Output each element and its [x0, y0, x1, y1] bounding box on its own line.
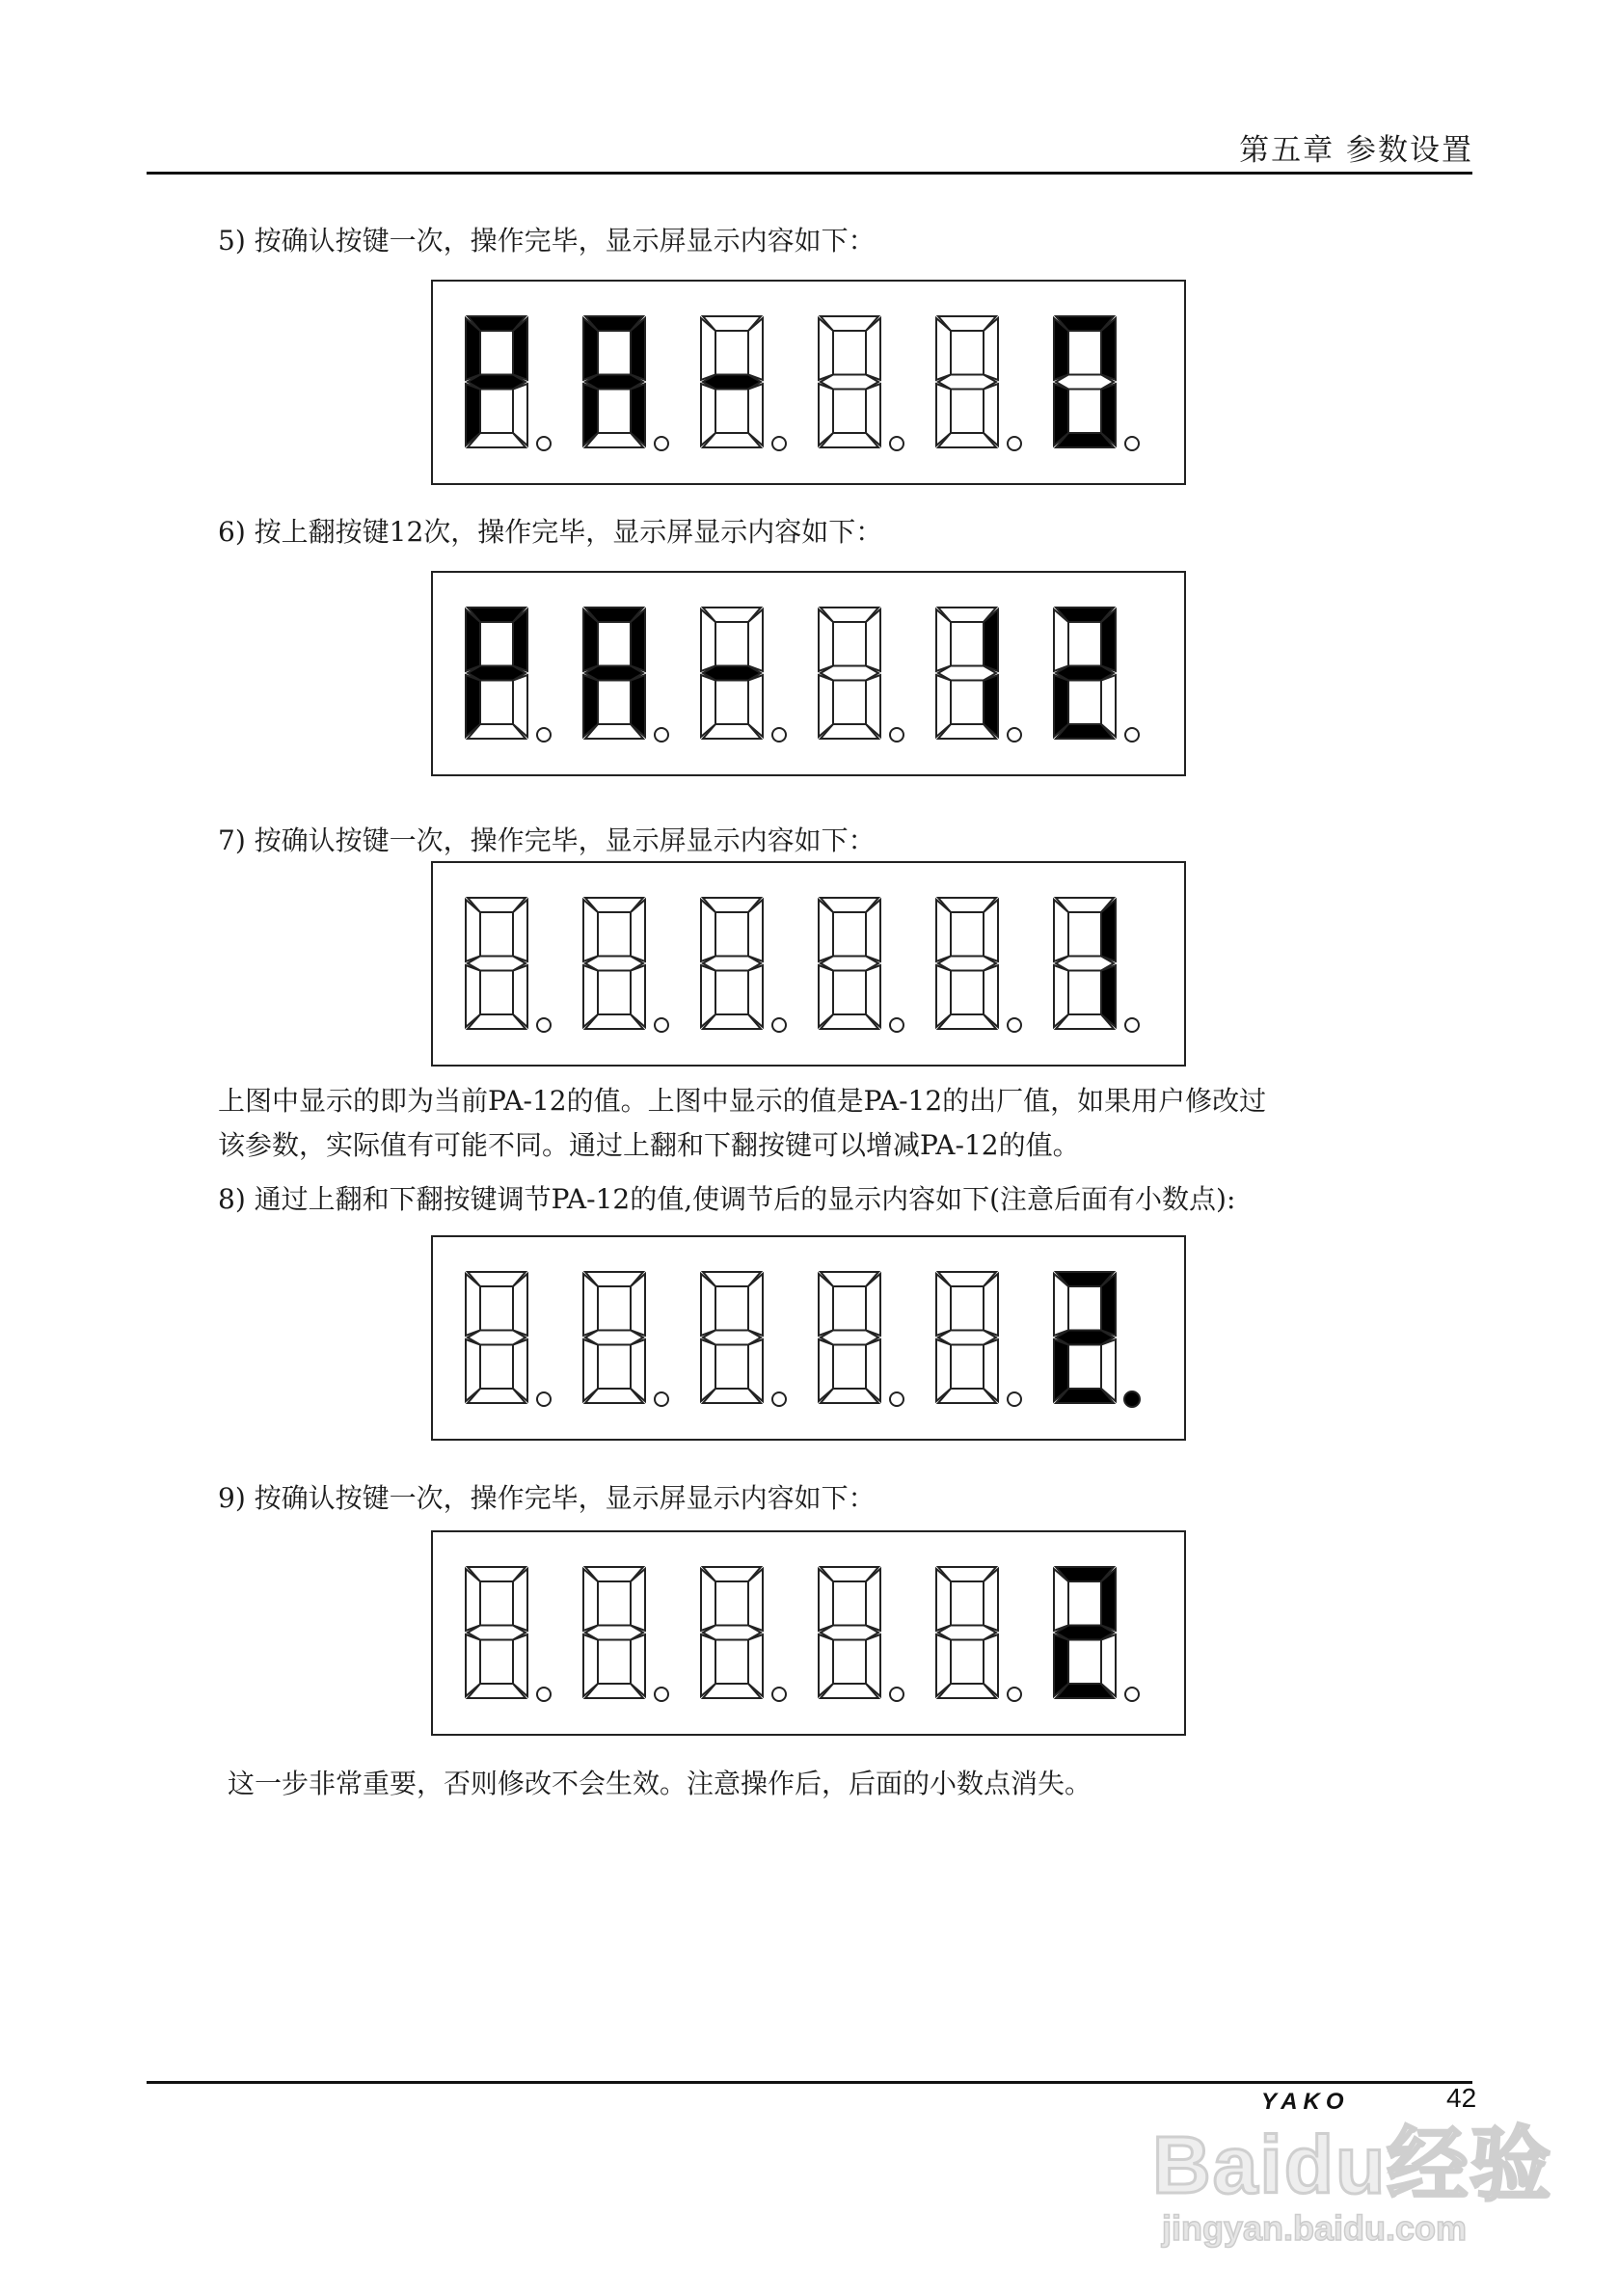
decimal-point-unlit — [1125, 1018, 1139, 1032]
digit-5 — [936, 316, 1021, 450]
segment-g-unlit — [938, 1331, 996, 1345]
decimal-point-unlit — [890, 1392, 903, 1406]
segment-g-unlit — [468, 1331, 526, 1345]
decimal-point-unlit — [1008, 1018, 1021, 1032]
segment-g-unlit — [821, 957, 878, 971]
decimal-point-unlit — [537, 437, 551, 450]
segment-g-lit — [703, 666, 761, 681]
digit-2 — [583, 316, 668, 450]
segment-g-lit — [585, 666, 643, 681]
digit-6 — [1054, 898, 1139, 1032]
segment-g-lit — [1056, 1626, 1114, 1640]
digit-3 — [701, 898, 786, 1032]
decimal-point-unlit — [890, 1018, 903, 1032]
digit-3 — [701, 608, 786, 742]
brand-logo: YAKO — [1261, 2089, 1350, 2115]
step-5-display — [431, 280, 1186, 485]
digit-3 — [701, 316, 786, 450]
step-9-display — [431, 1530, 1186, 1736]
segment-g-unlit — [468, 1626, 526, 1640]
decimal-point-unlit — [772, 1688, 786, 1701]
header-title: 第五章 参数设置 — [1239, 133, 1473, 168]
seven-segment-display — [433, 282, 1184, 483]
seven-segment-display — [433, 1532, 1184, 1734]
seven-segment-display — [433, 573, 1184, 774]
decimal-point-unlit — [772, 437, 786, 450]
segment-g-unlit — [821, 1626, 878, 1640]
seven-segment-display — [433, 1237, 1184, 1439]
segment-g-unlit — [468, 957, 526, 971]
segment-g-unlit — [585, 1331, 643, 1345]
segment-g-lit — [468, 666, 526, 681]
decimal-point-unlit — [537, 728, 551, 742]
step-7-display — [431, 861, 1186, 1067]
decimal-point-unlit — [772, 728, 786, 742]
digit-2 — [583, 1272, 668, 1406]
segment-g-unlit — [703, 957, 761, 971]
explanation-line-1: 上图中显示的即为当前PA-12的值。上图中显示的值是PA-12的出厂值，如果用户修改过 — [218, 1085, 1267, 1117]
explanation-line-2: 该参数，实际值有可能不同。通过上翻和下翻按键可以增减PA-12的值。 — [218, 1129, 1080, 1161]
segment-g-unlit — [821, 666, 878, 681]
segment-g-unlit — [585, 1626, 643, 1640]
decimal-point-unlit — [655, 437, 668, 450]
page-number: 42 — [1446, 2083, 1477, 2113]
baidu-watermark-url: jingyan.baidu.com — [1162, 2208, 1468, 2248]
step-5-text: 5) 按确认按键一次，操作完毕，显示屏显示内容如下： — [218, 225, 876, 257]
segment-g-lit — [1056, 666, 1114, 681]
digit-6 — [1054, 1272, 1140, 1407]
digit-2 — [583, 608, 668, 742]
digit-1 — [466, 1567, 551, 1701]
digit-4 — [819, 898, 903, 1032]
decimal-point-lit — [1124, 1391, 1140, 1407]
segment-g-unlit — [938, 375, 996, 390]
segment-g-unlit — [938, 957, 996, 971]
digit-1 — [466, 608, 551, 742]
segment-g-lit — [585, 375, 643, 390]
digit-5 — [936, 898, 1021, 1032]
decimal-point-unlit — [1008, 437, 1021, 450]
digit-6 — [1054, 608, 1139, 742]
decimal-point-unlit — [655, 1392, 668, 1406]
decimal-point-unlit — [772, 1392, 786, 1406]
decimal-point-unlit — [655, 728, 668, 742]
step-7-text: 7) 按确认按键一次，操作完毕，显示屏显示内容如下： — [218, 824, 876, 856]
baidu-watermark-logo: Baidu经验 — [1152, 2120, 1553, 2210]
digit-3 — [701, 1567, 786, 1701]
segment-g-lit — [468, 375, 526, 390]
decimal-point-unlit — [1125, 728, 1139, 742]
digit-2 — [583, 1567, 668, 1701]
decimal-point-unlit — [655, 1018, 668, 1032]
segment-g-unlit — [703, 1626, 761, 1640]
step-6-text: 6) 按上翻按键12次，操作完毕，显示屏显示内容如下： — [218, 516, 883, 548]
decimal-point-unlit — [1008, 1392, 1021, 1406]
digit-4 — [819, 1272, 903, 1406]
digit-1 — [466, 1272, 551, 1406]
digit-4 — [819, 608, 903, 742]
segment-g-unlit — [1056, 957, 1114, 971]
seven-segment-display — [433, 863, 1184, 1065]
segment-g-lit — [1056, 1331, 1114, 1345]
decimal-point-unlit — [890, 1688, 903, 1701]
important-note: 这一步非常重要，否则修改不会生效。注意操作后，后面的小数点消失。 — [228, 1768, 1092, 1799]
header-rule — [147, 172, 1472, 175]
decimal-point-unlit — [1008, 1688, 1021, 1701]
digit-6 — [1054, 1567, 1139, 1701]
decimal-point-unlit — [1125, 437, 1139, 450]
segment-g-unlit — [821, 1331, 878, 1345]
digit-5 — [936, 1567, 1021, 1701]
decimal-point-unlit — [1125, 1688, 1139, 1701]
digit-5 — [936, 608, 1021, 742]
segment-g-unlit — [1056, 375, 1114, 390]
footer-rule — [147, 2081, 1472, 2084]
segment-g-unlit — [938, 1626, 996, 1640]
step-8-text: 8) 通过上翻和下翻按键调节PA-12的值,使调节后的显示内容如下(注意后面有小数点): — [218, 1183, 1236, 1215]
segment-g-unlit — [938, 666, 996, 681]
digit-4 — [819, 316, 903, 450]
segment-g-unlit — [703, 1331, 761, 1345]
segment-g-unlit — [585, 957, 643, 971]
decimal-point-unlit — [890, 437, 903, 450]
digit-4 — [819, 1567, 903, 1701]
digit-5 — [936, 1272, 1021, 1406]
decimal-point-unlit — [890, 728, 903, 742]
digit-3 — [701, 1272, 786, 1406]
digit-1 — [466, 898, 551, 1032]
segment-g-lit — [703, 375, 761, 390]
digit-6 — [1054, 316, 1139, 450]
segment-g-unlit — [821, 375, 878, 390]
digit-1 — [466, 316, 551, 450]
decimal-point-unlit — [537, 1018, 551, 1032]
step-8-display — [431, 1235, 1186, 1441]
digit-2 — [583, 898, 668, 1032]
decimal-point-unlit — [537, 1392, 551, 1406]
decimal-point-unlit — [1008, 728, 1021, 742]
decimal-point-unlit — [655, 1688, 668, 1701]
decimal-point-unlit — [537, 1688, 551, 1701]
step-9-text: 9) 按确认按键一次，操作完毕，显示屏显示内容如下： — [218, 1482, 876, 1514]
decimal-point-unlit — [772, 1018, 786, 1032]
step-6-display — [431, 571, 1186, 776]
